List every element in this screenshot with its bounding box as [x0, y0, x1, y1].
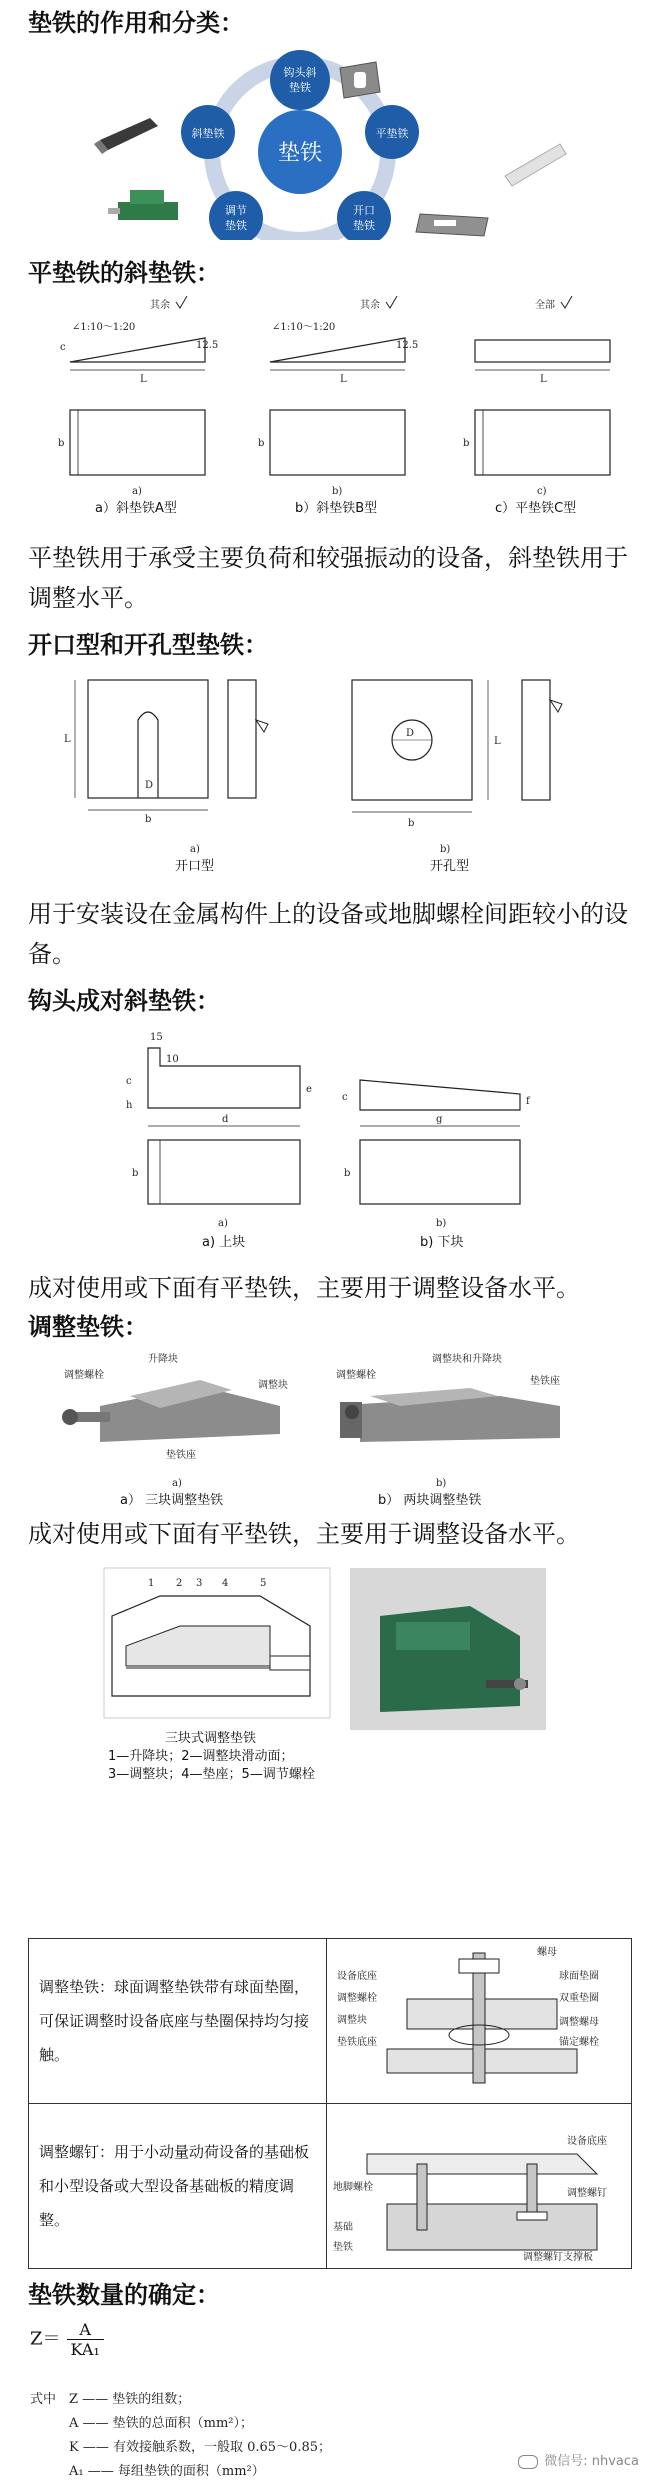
- note-line: K —— 有效接触系数，一般取 0.65～0.85；: [30, 2440, 331, 2455]
- wedge-plate-drawings: [0, 290, 657, 530]
- hub-node-hook-wedge: [270, 50, 330, 110]
- open-plate-side: [228, 680, 256, 798]
- table-cell-screw-text: 调整螺钉：用于小动量动荷设备的基础板和小型设备或大型设备基础板的精度调整。: [29, 2104, 327, 2269]
- formula-lhs: Z＝: [30, 2328, 61, 2350]
- flat-plate-photo: [505, 144, 566, 186]
- svg-text:b: b: [463, 438, 470, 449]
- svg-text:球面垫圈: 球面垫圈: [559, 1971, 599, 1982]
- roughness-mark-b: 其余: [360, 300, 380, 311]
- hub-center-label: 垫铁: [277, 141, 323, 166]
- open-plate-photo: [416, 214, 488, 236]
- hole-plate-side: [522, 680, 550, 800]
- slope-b-label: ∠1:10～1:20: [272, 322, 336, 333]
- svg-text:双重垫圈: 双重垫圈: [559, 1993, 599, 2004]
- svg-text:垫铁座: 垫铁座: [530, 1376, 560, 1387]
- heading-classification: 垫铁的作用和分类：: [28, 9, 244, 37]
- roughness-mark-a: 其余: [150, 300, 170, 311]
- svg-text:D: D: [145, 780, 154, 791]
- adjust-captions: [0, 1476, 657, 1512]
- svg-text:基础: 基础: [333, 2222, 353, 2233]
- svg-text:12.5: 12.5: [196, 340, 219, 351]
- caption-wedge-a: a）斜垫铁A型: [95, 501, 177, 516]
- svg-text:b: b: [132, 1168, 139, 1179]
- svg-text:e: e: [306, 1084, 312, 1095]
- svg-text:15: 15: [150, 1032, 163, 1043]
- svg-text:b: b: [408, 818, 415, 829]
- svg-text:垫铁底座: 垫铁底座: [337, 2037, 377, 2048]
- svg-text:L: L: [340, 374, 347, 385]
- svg-text:a): a): [190, 844, 200, 855]
- caption-flat-c: c）平垫铁C型: [495, 501, 577, 516]
- svg-text:调整螺栓: 调整螺栓: [337, 1993, 377, 2004]
- classification-hub-diagram: [0, 40, 657, 240]
- svg-text:调整螺栓: 调整螺栓: [336, 1370, 376, 1381]
- svg-text:设备底座: 设备底座: [567, 2136, 607, 2147]
- svg-text:L: L: [540, 374, 547, 385]
- svg-text:垫铁: 垫铁: [225, 219, 247, 232]
- adjust-block-photos: [0, 1346, 657, 1476]
- table-cell-screw-figure: [327, 2104, 632, 2269]
- paragraph-open-usage: 用于安装设在金属构件上的设备或地脚螺栓间距较小的设备。: [28, 900, 628, 968]
- roughness-mark-c: 全部: [535, 300, 555, 311]
- svg-text:螺母: 螺母: [537, 1947, 557, 1958]
- svg-text:b): b): [436, 1478, 447, 1489]
- svg-text:3: 3: [196, 1578, 203, 1589]
- paragraph-adjust-usage: 成对使用或下面有平垫铁，主要用于调整设备水平。: [28, 1520, 580, 1548]
- svg-text:b): b): [440, 844, 451, 855]
- svg-text:L: L: [494, 736, 501, 747]
- svg-text:h: h: [126, 1100, 133, 1111]
- svg-text:a): a): [172, 1478, 182, 1489]
- three-block-adjust-illustration: [62, 1380, 280, 1442]
- flat-c-top: [475, 410, 610, 475]
- hook-lower-top: [360, 1140, 520, 1204]
- svg-text:10: 10: [166, 1054, 179, 1065]
- svg-text:c: c: [60, 342, 66, 353]
- caption-three-block: a） 三块调整垫铁: [120, 1493, 224, 1508]
- svg-text:c: c: [342, 1092, 348, 1103]
- hook-wedge-photo: [340, 62, 380, 98]
- svg-text:调整块: 调整块: [337, 2015, 367, 2026]
- formula-fraction: [67, 2320, 104, 2359]
- svg-text:开口: 开口: [353, 204, 375, 217]
- svg-text:垫铁: 垫铁: [289, 81, 311, 94]
- svg-text:垫铁: 垫铁: [333, 2242, 353, 2253]
- svg-text:调整块: 调整块: [258, 1380, 288, 1391]
- svg-text:平垫铁: 平垫铁: [375, 127, 409, 140]
- svg-text:调整螺钉支撑板: 调整螺钉支撑板: [523, 2252, 593, 2263]
- svg-text:b): b): [332, 486, 343, 497]
- svg-text:调节: 调节: [225, 204, 247, 217]
- svg-text:L: L: [64, 734, 71, 745]
- svg-text:g: g: [436, 1114, 443, 1125]
- svg-text:d: d: [222, 1114, 229, 1125]
- hook-upper-top: [148, 1140, 300, 1204]
- svg-text:b: b: [258, 438, 265, 449]
- heading-flat-wedge: 平垫铁的斜垫铁：: [28, 259, 220, 287]
- open-plate-drawings: [0, 660, 657, 840]
- caption-hole: 开孔型: [430, 859, 470, 874]
- wedge-b-side: [270, 338, 405, 362]
- caption-two-block: b） 两块调整垫铁: [378, 1493, 482, 1508]
- caption-hook-upper: a) 上块: [202, 1235, 246, 1250]
- svg-text:3—调整块；4—垫座；5—调节螺栓: 3—调整块；4—垫座；5—调节螺栓: [108, 1767, 315, 1782]
- svg-text:b: b: [344, 1168, 351, 1179]
- hook-lower-side: [360, 1080, 520, 1110]
- svg-text:L: L: [140, 374, 147, 385]
- table-row: [29, 1939, 632, 2104]
- wechat-watermark: 微信号: nhvaca: [518, 2450, 639, 2469]
- caption-hook-lower: b) 下块: [420, 1235, 464, 1250]
- wedge-a-side: [70, 338, 205, 362]
- hub-node-flat: [365, 105, 419, 159]
- flat-c-side: [475, 340, 610, 362]
- three-block-caption: [0, 1730, 657, 1790]
- svg-text:1: 1: [148, 1578, 155, 1589]
- heading-quantity: 垫铁数量的确定：: [28, 2281, 220, 2309]
- spherical-adjust-drawing: [327, 1939, 631, 2099]
- wechat-icon: [518, 2455, 538, 2469]
- svg-text:地脚螺栓: 地脚螺栓: [333, 2182, 373, 2193]
- open-plate-captions: [0, 840, 657, 880]
- svg-text:c: c: [126, 1076, 132, 1087]
- svg-text:升降块: 升降块: [148, 1354, 178, 1365]
- note-line: A —— 垫铁的总面积（mm²）；: [30, 2416, 254, 2431]
- svg-text:a): a): [132, 486, 142, 497]
- hook-wedge-drawings: [0, 1018, 657, 1268]
- heading-adjust: 调整垫铁：: [28, 1313, 148, 1341]
- wedge-a-top: [70, 410, 205, 475]
- table-cell-spherical-figure: [327, 1939, 632, 2104]
- formula-denominator: KA₁: [70, 2340, 100, 2359]
- svg-text:设备底座: 设备底座: [337, 1971, 377, 1982]
- table-cell-spherical-text: 调整垫铁：球面调整垫铁带有球面垫圈，可保证调整时设备底座与垫圈保持均匀接触。: [29, 1939, 327, 2104]
- svg-text:调整螺母: 调整螺母: [559, 2017, 599, 2028]
- wedge-b-top: [270, 410, 405, 475]
- svg-text:b: b: [58, 438, 65, 449]
- svg-text:a): a): [218, 1218, 228, 1229]
- adjust-screw-drawing: [327, 2104, 631, 2264]
- paragraph-hook-usage: 成对使用或下面有平垫铁，主要用于调整设备水平。: [28, 1274, 580, 1302]
- svg-text:1—升降块；2—调整块滑动面；: 1—升降块；2—调整块滑动面；: [108, 1749, 294, 1764]
- svg-text:b: b: [145, 814, 152, 825]
- svg-text:调整螺栓: 调整螺栓: [64, 1370, 104, 1381]
- wedge-photo: [94, 118, 158, 154]
- svg-text:b): b): [436, 1218, 447, 1229]
- adjust-detail-table: [28, 1938, 632, 2269]
- svg-text:锚定螺栓: 锚定螺栓: [559, 2037, 599, 2048]
- two-block-adjust-illustration: [340, 1388, 560, 1442]
- paragraph-flat-wedge-usage: 平垫铁用于承受主要负荷和较强振动的设备，斜垫铁用于调整水平。: [28, 544, 628, 612]
- three-block-section-figure: [0, 1556, 657, 1736]
- caption-wedge-b: b）斜垫铁B型: [295, 501, 378, 516]
- note-line: 式中 Z —— 垫铁的组数；: [30, 2392, 191, 2407]
- formula-notes: [30, 2388, 331, 2484]
- svg-text:垫铁: 垫铁: [353, 219, 375, 232]
- heading-open-types: 开口型和开孔型垫铁：: [28, 631, 268, 659]
- hub-node-wedge: [181, 105, 235, 159]
- svg-text:调整螺钉: 调整螺钉: [567, 2188, 607, 2199]
- svg-text:12.5: 12.5: [396, 340, 419, 351]
- formula-numerator: A: [67, 2320, 104, 2340]
- adjust-block-photo: [108, 190, 178, 220]
- table-row: [29, 2104, 632, 2269]
- svg-text:4: 4: [222, 1578, 229, 1589]
- svg-text:垫铁座: 垫铁座: [166, 1450, 196, 1461]
- svg-text:5: 5: [260, 1578, 267, 1589]
- svg-text:D: D: [406, 728, 415, 739]
- note-line: A₁ —— 每组垫铁的面积（mm²）: [30, 2464, 265, 2479]
- svg-text:钩头斜: 钩头斜: [283, 66, 317, 79]
- heading-hook-wedge: 钩头成对斜垫铁：: [28, 987, 220, 1015]
- svg-text:调整块和升降块: 调整块和升降块: [432, 1354, 502, 1365]
- svg-text:f: f: [526, 1096, 530, 1107]
- svg-text:c): c): [537, 486, 547, 497]
- quantity-formula: [30, 2320, 104, 2359]
- caption-open: 开口型: [175, 859, 215, 874]
- svg-text:2: 2: [176, 1578, 183, 1589]
- svg-text:斜垫铁: 斜垫铁: [191, 127, 225, 140]
- svg-text:三块式调整垫铁: 三块式调整垫铁: [165, 1731, 257, 1746]
- slope-a-label: ∠1:10～1:20: [72, 322, 136, 333]
